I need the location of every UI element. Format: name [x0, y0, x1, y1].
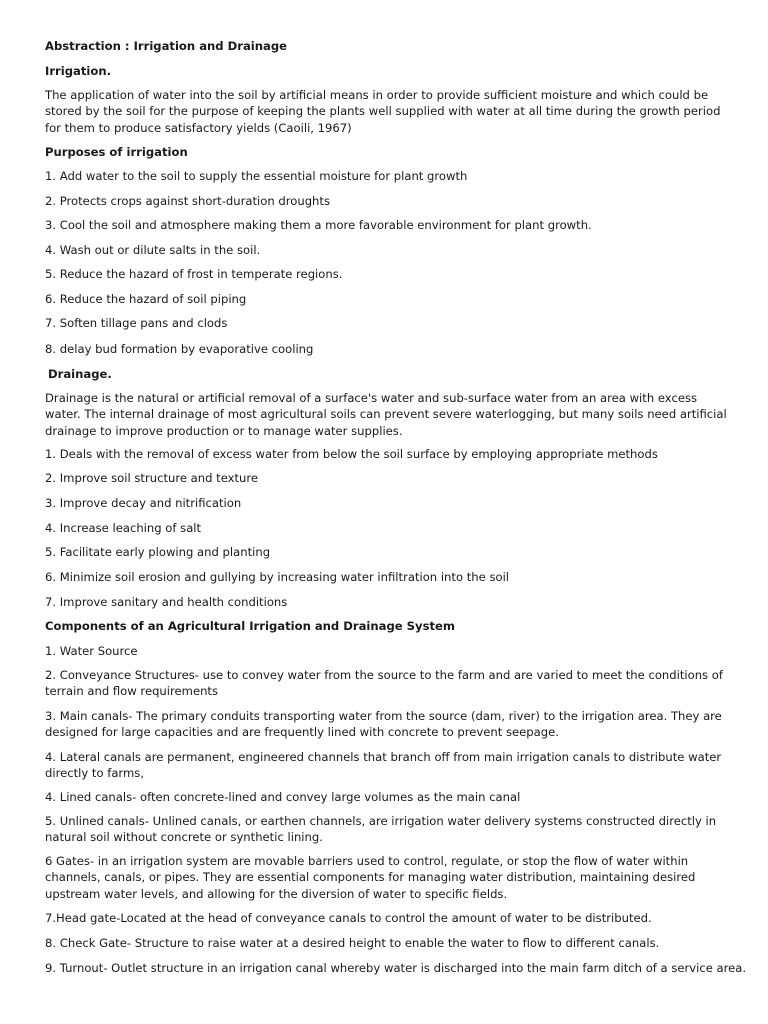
components-heading: Components of an Agricultural Irrigation and Drainage System: [45, 619, 455, 633]
drainage-item: 3. Improve decay and nitrification: [45, 496, 242, 510]
drainage-item: 2. Improve soil structure and texture: [45, 471, 259, 485]
drainage-item: 1. Deals with the removal of excess water from below the soil surface by employing appropriate methods: [45, 447, 658, 461]
drainage-item: 5. Facilitate early plowing and planting: [45, 545, 271, 559]
component-item: 4. Lined canals- often concrete-lined and convey large volumes as the main canal: [45, 790, 521, 804]
purpose-item: 4. Wash out or dilute salts in the soil.: [45, 243, 261, 257]
drainage-heading: Drainage.: [48, 367, 112, 381]
component-item: 1. Water Source: [45, 644, 138, 658]
purpose-item: 1. Add water to the soil to supply the essential moisture for plant growth: [45, 169, 468, 183]
drainage-item: 6. Minimize soil erosion and gullying by increasing water infiltration into the soil: [45, 570, 510, 584]
component-item: 7.Head gate-Located at the head of conveyance canals to control the amount of water to be distributed.: [45, 911, 652, 925]
component-item: 2. Conveyance Structures- use to convey water from the source to the farm and are varied to meet the conditions of terrain and flow requirements: [45, 668, 723, 699]
purpose-item: 8. delay bud formation by evaporative cooling: [45, 342, 314, 356]
document-title: Abstraction : Irrigation and Drainage: [45, 39, 287, 53]
component-item: 8. Check Gate- Structure to raise water at a desired height to enable the water to flow to different canals.: [45, 936, 660, 950]
purpose-item: 2. Protects crops against short-duration droughts: [45, 194, 330, 208]
drainage-item: 4. Increase leaching of salt: [45, 521, 202, 535]
drainage-item: 7. Improve sanitary and health conditions: [45, 595, 288, 609]
component-item: 4. Lateral canals are permanent, engineered channels that branch off from main irrigation canals to distribute water directly to farms,: [45, 750, 722, 781]
purpose-item: 6. Reduce the hazard of soil piping: [45, 292, 247, 306]
purposes-heading: Purposes of irrigation: [45, 145, 188, 159]
irrigation-heading: Irrigation.: [45, 64, 111, 78]
drainage-definition: Drainage is the natural or artificial removal of a surface's water and sub-surface water from an area with excess water. The internal drainage of most agricultural soils can prevent severe waterlogging, but many soils need artificial drainage to improve production or to manage water supplies.: [45, 391, 727, 438]
purpose-item: 3. Cool the soil and atmosphere making them a more favorable environment for plant growth.: [45, 218, 592, 232]
purpose-item: 7. Soften tillage pans and clods: [45, 316, 228, 330]
irrigation-definition: The application of water into the soil by artificial means in order to provide sufficient moisture and which could be stored by the soil for the purpose of keeping the plants well supplied with water at all time during the growth period for them to produce satisfactory yields (Caoili, 1967): [45, 88, 721, 135]
component-item: 6 Gates- in an irrigation system are movable barriers used to control, regulate, or stop the flow of water within channels, canals, or pipes. They are essential components for managing water distribution, maintaining desired upstream water levels, and allowing for the diversion of water to specific fields.: [45, 854, 696, 901]
component-item: 5. Unlined canals- Unlined canals, or earthen channels, are irrigation water delivery systems constructed directly in natural soil without concrete or synthetic lining.: [45, 814, 717, 845]
component-item: 9. Turnout- Outlet structure in an irrigation canal whereby water is discharged into the main farm ditch of a service area.: [45, 961, 747, 975]
purpose-item: 5. Reduce the hazard of frost in temperate regions.: [45, 267, 343, 281]
component-item: 3. Main canals- The primary conduits transporting water from the source (dam, river) to the irrigation area. They are designed for large capacities and are frequently lined with concrete to prevent seepage.: [45, 709, 722, 740]
